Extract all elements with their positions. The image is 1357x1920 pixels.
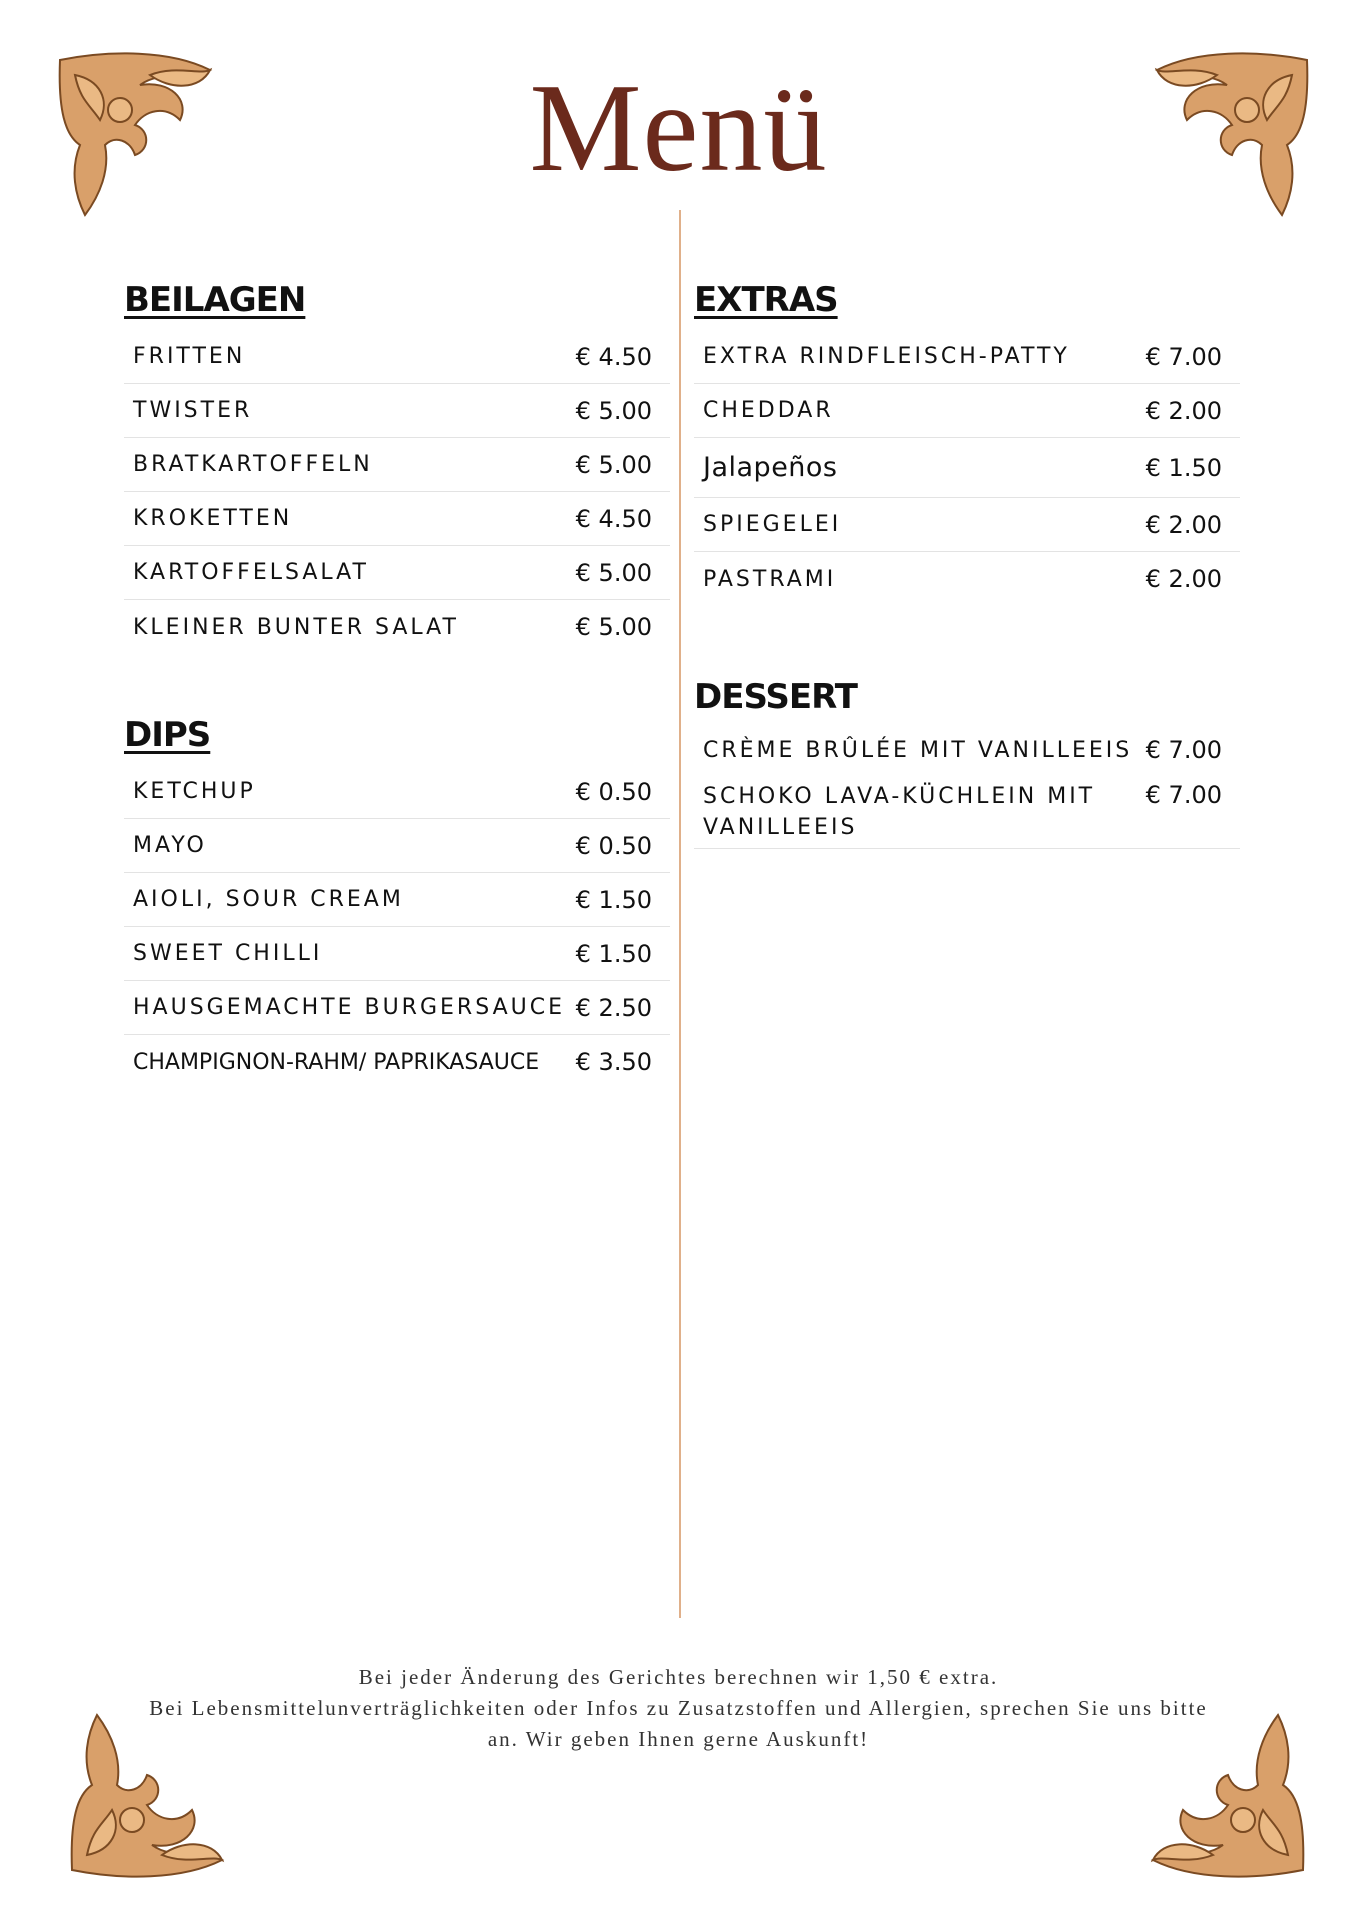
item-name: TWISTER [133,398,253,423]
section-heading: BEILAGEN [124,280,306,320]
item-price: € 2.00 [1145,510,1222,539]
item-price: € 0.50 [575,831,652,860]
item-price: € 2.00 [1145,565,1222,593]
item-price: € 7.00 [1145,736,1222,764]
item-name: AIOLI, SOUR CREAM [133,887,404,912]
menu-item [124,384,670,438]
item-price: € 3.50 [575,1048,652,1076]
footer-line: Bei Lebensmittelunverträglichkeiten oder Infos zu Zusatzstoffen und Allergien, sprechen Sie uns bitte an. Wir geben Ihnen gerne Auskunft! [149,1696,1208,1751]
menu-item [694,438,1240,498]
section-heading: DIPS [124,715,211,755]
menu-item [124,927,670,981]
menu-item [124,981,670,1035]
item-price: € 4.50 [575,342,652,371]
menu-item [694,552,1240,606]
item-name: HAUSGEMACHTE BURGERSAUCE [133,995,565,1020]
menu-item [694,498,1240,552]
item-name: CRÈME BRÛLÉE MIT VANILLEEIS [703,737,1133,763]
item-name: BRATKARTOFFELN [133,452,373,477]
footer-note [140,1662,1217,1755]
item-name: SPIEGELEI [703,512,842,537]
item-price: € 7.00 [1145,781,1222,809]
menu-item [124,330,670,384]
menu-item [694,384,1240,438]
item-name: FRITTEN [133,344,246,369]
item-price: € 1.50 [575,939,652,968]
item-price: € 2.50 [575,993,652,1022]
menu-item [694,727,1240,773]
menu-item [124,819,670,873]
item-name: PASTRAMI [703,566,837,592]
item-price: € 2.00 [1145,396,1222,425]
menu-item [124,438,670,492]
item-name: CHEDDAR [703,398,834,423]
section-dips [124,713,670,1089]
item-name: KLEINER BUNTER SALAT [133,614,459,640]
item-price: € 0.50 [575,777,652,806]
menu-item [694,773,1240,849]
menu-item [124,873,670,927]
section-extras [694,278,1240,606]
item-name: KARTOFFELSALAT [133,560,369,585]
menu-item [124,600,670,654]
section-beilagen [124,278,670,654]
item-price: € 7.00 [1145,342,1222,371]
item-price: € 1.50 [575,885,652,914]
item-name: EXTRA RINDFLEISCH-PATTY [703,344,1070,369]
section-heading: EXTRAS [694,280,838,320]
footer-line: Bei jeder Änderung des Gerichtes berechnen wir 1,50 € extra. [358,1665,999,1689]
page-title: Menü [529,59,828,198]
menu-item [694,330,1240,384]
column-divider [679,210,681,1618]
item-name: SWEET CHILLI [133,941,323,966]
menu-item [124,1035,670,1089]
item-name: Jalapeños [703,452,838,483]
item-price: € 5.00 [575,558,652,587]
item-price: € 4.50 [575,504,652,533]
menu-item [124,765,670,819]
item-name: CHAMPIGNON-RAHM/ PAPRIKASAUCE [133,1049,540,1075]
item-price: € 5.00 [575,613,652,641]
section-heading: DESSERT [694,677,857,717]
section-dessert [694,675,1240,849]
item-name: KROKETTEN [133,506,293,531]
item-name: SCHOKO LAVA-KÜCHLEIN MIT VANILLEEIS [703,784,1096,840]
item-price: € 1.50 [1145,453,1222,482]
menu-item [124,492,670,546]
item-price: € 5.00 [575,450,652,479]
menu-item [124,546,670,600]
item-price: € 5.00 [575,396,652,425]
item-name: MAYO [133,833,207,858]
item-name: KETCHUP [133,779,256,804]
